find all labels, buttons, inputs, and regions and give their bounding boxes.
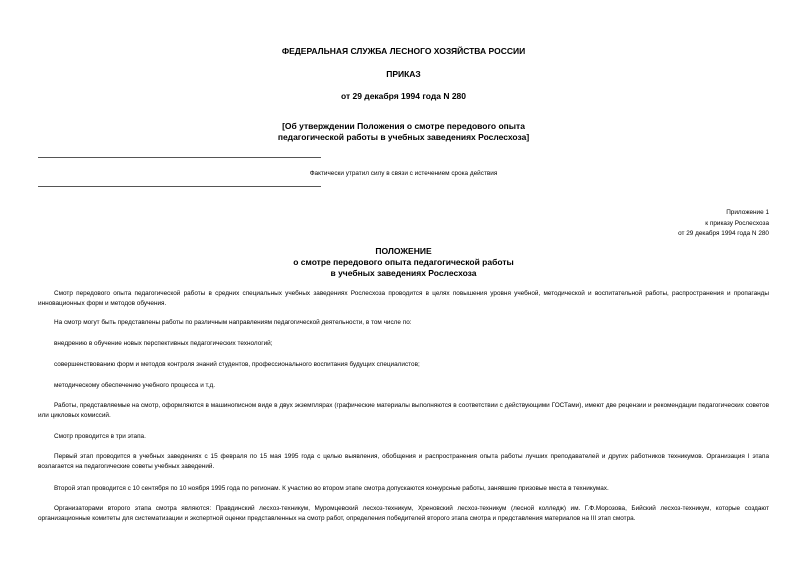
regulation-title-line-1: ПОЛОЖЕНИЕ (375, 246, 432, 256)
paragraph: На смотр могут быть представлены работы по различным направлениям педагогической деятельности, в том числе по: (54, 319, 412, 326)
list-item: внедрению в обучение новых перспективных педагогических технологий; (54, 340, 273, 347)
divider-bottom (38, 186, 321, 187)
appendix-line-1: Приложение 1 (726, 209, 769, 216)
regulation-title-line-3: в учебных заведениях Рослесхоза (330, 268, 477, 278)
paragraph: Смотр проводится в три этапа. (54, 433, 146, 440)
list-item: методическому обеспечению учебного процесса и т.д. (54, 382, 216, 389)
list-item: совершенствованию форм и методов контроля знаний студентов, профессионального воспитания будущих специалистов; (54, 361, 420, 368)
paragraph: Первый этап проводится в учебных заведениях с 15 февраля по 15 мая 1995 года с целью выявления, обобщения и распространения опыта работы лучших преподавателей и других работников техникумов. Организация I этапа возлагается на педагогические советы учебных заведений. (38, 453, 769, 470)
paragraph: Второй этап проводится с 10 сентября по 10 ноября 1995 года по регионам. К участию во втором этапе смотра допускаются конкурсные работы, занявшие призовые места в техникумах. (54, 485, 609, 492)
regulation-title-line-2: о смотре передового опыта педагогической работы (293, 257, 514, 267)
document-subject-line-2: педагогической работы в учебных заведениях Рослесхоза] (277, 132, 530, 142)
regulation-title (0, 246, 807, 279)
document-date-number: от 29 декабря 1994 года N 280 (340, 91, 467, 101)
paragraph: Смотр передового опыта педагогической работы в средних специальных учебных заведениях Рослесхоза проводится в целях повышения уровня учебной, методической и воспитательной работы, распространения и пропаганды инновационных форм и методов обучения. (38, 290, 769, 307)
appendix-line-3: от 29 декабря 1994 года N 280 (678, 230, 769, 237)
divider-top (38, 157, 321, 158)
paragraph: Работы, представляемые на смотр, оформляются в машинописном виде в двух экземплярах (графические материалы выполняются в соответствии с действующими ГОСТами), имеют две рецензии и рекомендации педагогических советов или цикловых комиссий. (38, 402, 769, 419)
appendix-line-2: к приказу Рослесхоза (705, 219, 769, 227)
appendix-reference (678, 208, 769, 240)
paragraph: Организаторами второго этапа смотра являются: Правдинский лесхоз-техникум, Муромцевский лесхоз-техникум, Хреновский лесхоз-техникум (лесной колледж) им. Г.Ф.Морозова, Бийский лесхоз-техникум, которые создают организационные комитеты для систематизации и экспертной оценки представленных на смотр работ, определения победителей второго этапа смотра и представления материалов на III этап смотра. (38, 505, 769, 522)
document-subject-line-1: [Об утверждении Положения о смотре передового опыта (282, 121, 525, 131)
agency-heading: ФЕДЕРАЛЬНАЯ СЛУЖБА ЛЕСНОГО ХОЗЯЙСТВА РОССИИ (281, 46, 526, 56)
document-type: ПРИКАЗ (386, 69, 421, 79)
status-note: Фактически утратил силу в связи с истечением срока действия (309, 170, 498, 177)
